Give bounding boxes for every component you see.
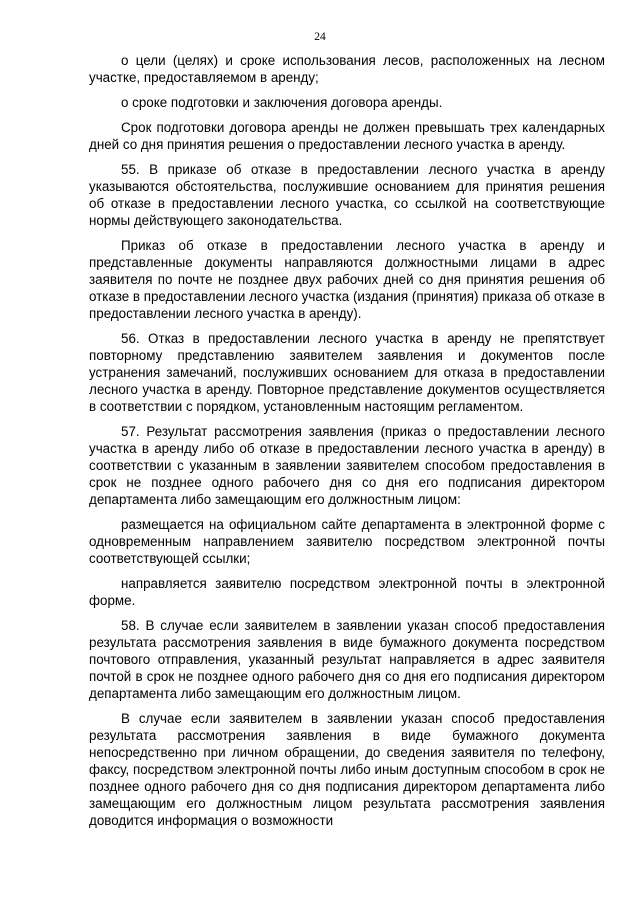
paragraph-refusal-order: Приказ об отказе в предоставлении лесного участка в аренду и представленные документы направляются должностными лицами в адрес заявителя по почте не позднее двух рабочих дней со дня принятия решения об отказе в предоставлении лесного участка (издания (принятия) приказа об отказе в предоставлении лесного участка в аренду).	[89, 238, 605, 321]
document-body	[89, 52, 605, 837]
paragraph-item-55: 55. В приказе об отказе в предоставлении лесного участка в аренду указываются обстоятельства, послужившие основанием для принятия решения об отказе в предоставлении лесного участка, со ссылкой на соответствующие нормы действующего законодательства.	[89, 162, 605, 228]
paragraph-website-publication: размещается на официальном сайте департамента в электронной форме с одновременным направлением заявителю посредством электронной почты соответствующей ссылки;	[89, 517, 605, 566]
paragraph-lease-deadline: Срок подготовки договора аренды не должен превышать трех календарных дней со дня принятия решения о предоставлении лесного участка в аренду.	[89, 120, 605, 152]
page-number: 24	[314, 31, 326, 43]
paragraph-personal-pickup: В случае если заявителем в заявлении указан способ предоставления результата рассмотрения заявления в виде бумажного документа непосредственно при личном обращении, до сведения заявителя по телефону, факсу, посредством электронной почты либо иным доступным способом в срок не позднее одного рабочего дня со дня подписания директором департамента либо замещающим его должностным лицом результата рассмотрения заявления доводится информация о возможности	[89, 711, 605, 828]
paragraph-email-delivery: направляется заявителю посредством электронной почты в электронной форме.	[89, 576, 605, 608]
paragraph-forest-use-purpose: о цели (целях) и сроке использования лесов, расположенных на лесном участке, предоставляемом в аренду;	[89, 53, 605, 85]
paragraph-item-56: 56. Отказ в предоставлении лесного участка в аренду не препятствует повторному представлению заявителем заявления и документов после устранения замечаний, послуживших основанием для отказа в предоставлении лесного участка в аренду. Повторное представление документов осуществляется в соответствии с порядком, установленным настоящим регламентом.	[89, 331, 605, 414]
paragraph-item-58: 58. В случае если заявителем в заявлении указан способ предоставления результата рассмотрения заявления в виде бумажного документа посредством почтового отправления, указанный результат направляется в адрес заявителя почтой в срок не позднее одного рабочего дня со дня его подписания директором департамента либо замещающим его должностным лицом.	[89, 618, 605, 701]
paragraph-lease-preparation: о сроке подготовки и заключения договора аренды.	[121, 95, 443, 110]
paragraph-item-57: 57. Результат рассмотрения заявления (приказ о предоставлении лесного участка в аренду либо об отказе в предоставлении лесного участка в аренду) в соответствии с указанным в заявлении заявителем способом предоставления в срок не позднее одного рабочего дня со дня его подписания директором департамента либо замещающим его должностным лицом:	[89, 424, 605, 507]
